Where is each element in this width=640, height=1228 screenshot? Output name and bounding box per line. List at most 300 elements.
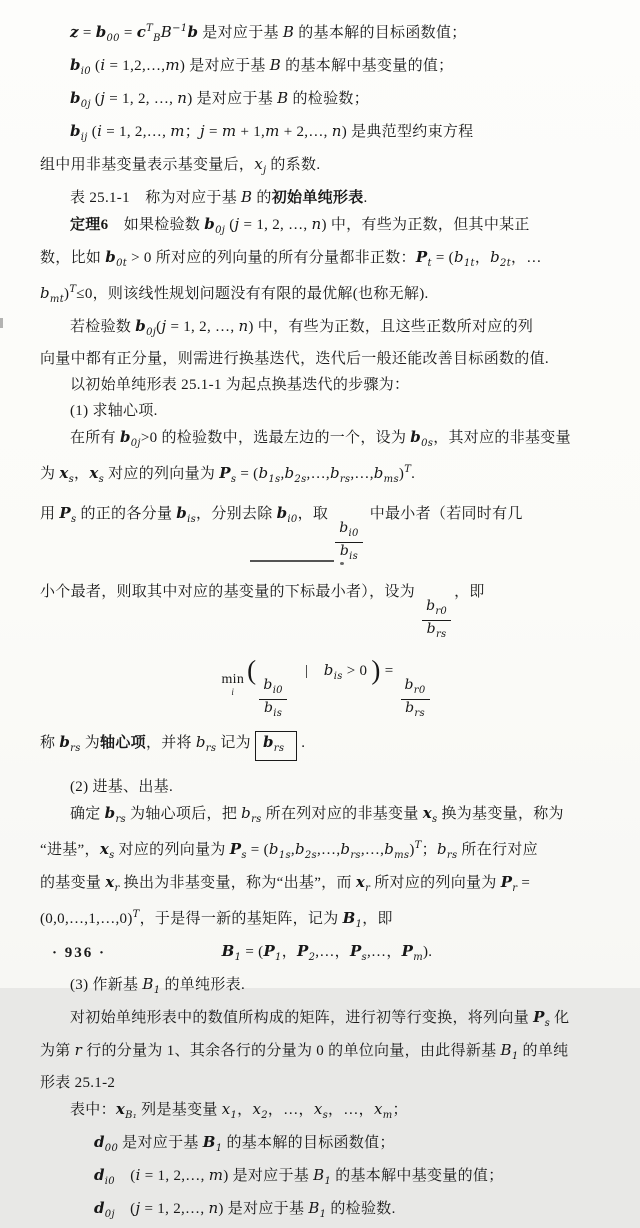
text-line bbox=[40, 902, 614, 938]
text-run: b bbox=[294, 840, 305, 858]
text-run: 为 bbox=[80, 735, 101, 751]
page-number: · 936 · bbox=[52, 945, 107, 961]
text-line bbox=[40, 372, 614, 398]
text-run: r0 bbox=[435, 606, 448, 617]
text-run: s bbox=[361, 952, 367, 963]
text-run: b bbox=[453, 248, 464, 266]
text-run: . bbox=[363, 190, 368, 206]
text-run: B bbox=[500, 1041, 512, 1059]
text-run: 的检验数； bbox=[288, 91, 370, 107]
text-run: B bbox=[277, 89, 289, 107]
text-run: 列是基变量 bbox=[137, 1102, 222, 1118]
text-run: j bbox=[100, 89, 106, 107]
text-run: b bbox=[268, 840, 279, 858]
text-run: 0j bbox=[80, 99, 91, 110]
text-run: 小个最者，则取其中对应的基变量的下标最小者），设为 bbox=[40, 584, 420, 600]
text-run: 行的分量为 1、其余各行的分量为 0 的单位向量，由此得新基 bbox=[82, 1043, 501, 1059]
text-run: ，于是得一新的基矩阵，记为 bbox=[139, 911, 343, 927]
text-run: >0 的检验数中，选最左边的一个，设为 bbox=[140, 430, 411, 446]
text-run: “进基”， bbox=[40, 842, 100, 858]
text-run: = 1, 2,…, bbox=[140, 1201, 209, 1217]
text-run: = ( bbox=[431, 250, 454, 266]
text-run: . bbox=[411, 466, 416, 482]
text-run: = ( bbox=[241, 944, 264, 960]
text-line bbox=[40, 424, 614, 457]
text-run: 向量中都有正分量，则需进行换基迭代，迭代后一般还能改善目标函数的值. bbox=[40, 351, 549, 367]
text-run: b bbox=[263, 677, 273, 693]
text-line bbox=[40, 346, 614, 372]
text-run: B bbox=[269, 56, 282, 74]
text-run: b bbox=[264, 700, 274, 716]
text-line bbox=[40, 729, 614, 762]
text-line bbox=[40, 184, 614, 211]
text-run: m bbox=[221, 122, 237, 140]
text-run: rs bbox=[115, 814, 126, 825]
text-run: 1t bbox=[463, 258, 475, 269]
text-run: 的正的各分量 bbox=[76, 506, 177, 522]
text-run: m bbox=[382, 1110, 393, 1121]
text-run: b bbox=[40, 284, 50, 302]
text-run: ) 中，有些为正数，且这些正数所对应的列 bbox=[248, 319, 534, 335]
text-run: d bbox=[94, 1166, 105, 1184]
text-run: 用 bbox=[40, 506, 60, 522]
text-run: b bbox=[404, 677, 414, 693]
text-run: 2s bbox=[294, 474, 307, 485]
text-run: x bbox=[355, 873, 366, 891]
text-run: ) 是对应于基 bbox=[179, 58, 270, 74]
text-run: 0j bbox=[146, 327, 157, 338]
scan-artifact-edge-mark bbox=[0, 318, 3, 328]
text-run: 对初始单纯形表中的数值所构成的矩阵，进行初等行变换，将列向量 bbox=[70, 1010, 534, 1026]
text-run: 的单纯 bbox=[518, 1043, 569, 1059]
text-run: n bbox=[208, 1199, 219, 1217]
text-run: rs bbox=[273, 743, 285, 754]
text-run: i bbox=[135, 1166, 141, 1184]
text-run: b bbox=[176, 504, 188, 522]
text-run: rs bbox=[70, 743, 81, 754]
text-run: ，… bbox=[511, 250, 542, 266]
text-run: = ( bbox=[246, 842, 269, 858]
text-run: ≤0，则该线性规划问题没有有限的最优解(也称无解). bbox=[76, 286, 429, 302]
text-run: B bbox=[202, 1133, 216, 1151]
text-run: > 0 所对应的列向量的所有分量都非正数： bbox=[127, 250, 416, 266]
text-run: b bbox=[204, 215, 216, 233]
text-run: c bbox=[136, 23, 147, 41]
text-run: ，取 bbox=[297, 506, 333, 522]
text-run: is bbox=[187, 514, 197, 525]
text-run: | bbox=[305, 663, 309, 679]
text-run: ,…， bbox=[366, 944, 402, 960]
text-run: r0 bbox=[413, 685, 426, 696]
text-run: 初始单纯形表 bbox=[271, 190, 364, 206]
text-run: P bbox=[297, 942, 309, 960]
text-run: = 1, 2, …, bbox=[166, 319, 239, 335]
text-run: ) 中，有些为正数，但其中某正 bbox=[321, 217, 530, 233]
text-run: i0 bbox=[272, 685, 283, 696]
text-line bbox=[40, 800, 614, 833]
text-run: B bbox=[308, 1199, 320, 1217]
text-run: ,…, bbox=[306, 466, 330, 482]
text-run: s bbox=[109, 850, 115, 861]
text-run: 的系数. bbox=[266, 157, 321, 173]
scan-artifact-underline bbox=[250, 560, 334, 562]
text-run: b bbox=[410, 428, 422, 446]
text-run: B bbox=[142, 975, 154, 993]
text-run: b bbox=[241, 804, 252, 822]
text-run: T bbox=[69, 284, 77, 295]
text-run: b bbox=[339, 543, 350, 559]
text-run: ； bbox=[392, 1102, 408, 1118]
text-run: ，分别去除 bbox=[196, 506, 277, 522]
text-run: b bbox=[426, 598, 436, 614]
text-run: ( bbox=[114, 1201, 136, 1217]
text-run: n bbox=[238, 317, 249, 335]
text-line bbox=[40, 572, 614, 650]
text-run: ,…, bbox=[360, 842, 385, 858]
text-run: ) bbox=[398, 466, 405, 482]
text-run: ms bbox=[383, 474, 399, 485]
text-line bbox=[40, 52, 614, 85]
text-run: x bbox=[221, 1100, 231, 1118]
text-run: 0j bbox=[104, 1209, 115, 1220]
text-run: ,…， bbox=[315, 944, 350, 960]
boxed-pivot-term bbox=[255, 731, 297, 761]
scan-artifact-dot bbox=[340, 562, 344, 565]
text-run: x bbox=[59, 464, 69, 482]
text-run: t bbox=[427, 258, 432, 269]
text-run: b bbox=[70, 122, 81, 140]
text-run: 1 bbox=[275, 952, 282, 963]
text-run: 1 bbox=[319, 1209, 327, 1220]
text-run: 所在列对应的非基变量 bbox=[261, 806, 423, 822]
text-run: m bbox=[413, 952, 424, 963]
text-run: 的基本解中基变量的值； bbox=[281, 58, 454, 74]
text-run: (0,0,…,1,…,0) bbox=[40, 911, 133, 927]
text-run: b bbox=[195, 733, 206, 751]
text-run: −1 bbox=[172, 23, 188, 34]
min-operator: min i bbox=[221, 672, 245, 697]
text-run: is bbox=[273, 708, 283, 719]
text-run: ) 是对应于基 bbox=[187, 91, 278, 107]
formula-line bbox=[40, 650, 614, 729]
text-run: ) bbox=[371, 655, 381, 685]
text-line bbox=[40, 244, 614, 277]
text-line bbox=[40, 151, 614, 184]
text-line bbox=[40, 211, 614, 244]
formula-line bbox=[40, 938, 614, 971]
text-run: x bbox=[115, 1100, 126, 1118]
text-run: 1 bbox=[153, 985, 161, 996]
text-run: j bbox=[135, 1199, 141, 1217]
text-line bbox=[40, 1096, 614, 1129]
text-run: b bbox=[405, 700, 415, 716]
text-run: j bbox=[161, 317, 167, 335]
text-run: 1s bbox=[268, 474, 281, 485]
text-line bbox=[40, 1070, 614, 1096]
text-run: m bbox=[165, 56, 180, 74]
text-run: P bbox=[263, 942, 276, 960]
text-run: = 1, 2,…, bbox=[140, 1168, 209, 1184]
text-run: = 1, 2, …, bbox=[105, 91, 178, 107]
text-run: x bbox=[252, 1100, 262, 1118]
text-run: b bbox=[436, 840, 447, 858]
text-run: 称 bbox=[40, 735, 60, 751]
text-run: ,…, bbox=[350, 466, 374, 482]
text-run: b bbox=[258, 464, 269, 482]
text-run: i0 bbox=[80, 66, 91, 77]
text-run: rs bbox=[414, 708, 425, 719]
text-run: 2 bbox=[261, 1110, 268, 1121]
text-run: B bbox=[282, 23, 295, 41]
text-run: 2t bbox=[500, 258, 512, 269]
text-run: ， bbox=[74, 466, 90, 482]
text-run: ) bbox=[64, 286, 70, 302]
text-run: r bbox=[512, 883, 518, 894]
text-run: b bbox=[276, 504, 288, 522]
text-run: ) 是对应于基 bbox=[218, 1201, 309, 1217]
text-run: rs bbox=[446, 850, 458, 861]
text-run: ) bbox=[409, 842, 415, 858]
text-run: 为第 bbox=[40, 1043, 75, 1059]
text-run: mt bbox=[49, 294, 65, 305]
text-run: b bbox=[187, 23, 199, 41]
text-run: b bbox=[339, 520, 349, 536]
text-run: 的 bbox=[252, 190, 272, 206]
text-run: 表中： bbox=[70, 1102, 116, 1118]
text-run: 轴心项 bbox=[100, 735, 146, 751]
text-run: j bbox=[200, 122, 205, 140]
text-run: 1 bbox=[511, 1051, 519, 1062]
fraction bbox=[401, 677, 430, 722]
text-run: rs bbox=[251, 814, 262, 825]
text-run: T bbox=[132, 909, 140, 920]
text-run: + 1, bbox=[236, 124, 266, 140]
text-run: b bbox=[119, 428, 131, 446]
text-run: r bbox=[365, 883, 371, 894]
text-run: rs bbox=[435, 629, 447, 640]
text-run: B bbox=[313, 1166, 325, 1184]
text-run: r bbox=[114, 883, 120, 894]
text-run: = 1,2,…, bbox=[105, 58, 166, 74]
text-run: 在所有 bbox=[70, 430, 120, 446]
text-run: z bbox=[70, 23, 79, 41]
text-line bbox=[40, 277, 614, 313]
text-run: 为 bbox=[40, 466, 60, 482]
text-run: 记为 bbox=[216, 735, 251, 751]
text-run: ，其对应的非基变量 bbox=[433, 430, 571, 446]
text-run: d bbox=[94, 1133, 105, 1151]
text-run: b bbox=[70, 56, 81, 74]
text-run: ) 是对应于基 bbox=[223, 1168, 314, 1184]
text-line bbox=[40, 1162, 614, 1195]
text-run: b bbox=[323, 661, 334, 679]
text-run: 00 bbox=[106, 33, 120, 44]
text-run: = bbox=[78, 25, 96, 41]
text-run: 0j bbox=[130, 438, 141, 449]
text-run: 是对应于基 bbox=[118, 1135, 203, 1151]
text-run: j bbox=[234, 215, 240, 233]
text-line bbox=[40, 1037, 614, 1070]
text-run: 数，比如 bbox=[40, 250, 106, 266]
text-line bbox=[40, 869, 614, 902]
text-run: ，…， bbox=[328, 1102, 374, 1118]
text-run: x bbox=[105, 873, 115, 891]
text-run: i0 bbox=[348, 528, 359, 539]
text-run bbox=[290, 663, 305, 679]
text-run: ). bbox=[423, 944, 433, 960]
text-run: ) 是典范型约束方程 bbox=[341, 124, 474, 140]
text-run: 0t bbox=[116, 258, 128, 269]
text-run: 1 bbox=[324, 1176, 332, 1187]
text-run: 1 bbox=[355, 919, 363, 930]
text-run: rs bbox=[339, 474, 351, 485]
text-run: 1 bbox=[230, 1110, 238, 1121]
text-run: 中最小者（若同时有几 bbox=[365, 506, 523, 522]
text-run: 的检验数. bbox=[326, 1201, 396, 1217]
text-run: P bbox=[349, 942, 362, 960]
text-run: s bbox=[70, 514, 77, 525]
text-run: 定理6 bbox=[70, 217, 109, 233]
text-run: 1s bbox=[278, 850, 291, 861]
text-run: 表 25.1-1 称为对应于基 bbox=[70, 190, 242, 206]
text-run: s bbox=[544, 1018, 551, 1029]
text-run: rs bbox=[350, 850, 361, 861]
text-line bbox=[40, 1129, 614, 1162]
text-run: 对应的列向量为 bbox=[104, 466, 220, 482]
text-run: b bbox=[384, 840, 395, 858]
text-run: = ( bbox=[236, 466, 259, 482]
text-run: P bbox=[415, 248, 428, 266]
text-run: b bbox=[59, 733, 71, 751]
text-line bbox=[40, 16, 614, 52]
text-run: T bbox=[404, 464, 412, 475]
text-run: i0 bbox=[287, 514, 298, 525]
text-run: B bbox=[153, 33, 161, 44]
text-run: j bbox=[262, 165, 267, 176]
text-run: 若检验数 bbox=[70, 319, 136, 335]
text-run: (3) 作新基 bbox=[70, 977, 143, 993]
text-run: B₁ bbox=[125, 1110, 138, 1121]
text-line bbox=[40, 85, 614, 118]
text-run: 组中用非基变量表示基变量后， bbox=[40, 157, 255, 173]
text-run: is bbox=[349, 551, 359, 562]
text-run: ， bbox=[281, 944, 298, 960]
text-run: ( bbox=[90, 58, 101, 74]
text-run: B bbox=[160, 23, 173, 41]
text-run: x bbox=[89, 464, 99, 482]
text-run: ，即 bbox=[362, 911, 393, 927]
text-run: s bbox=[230, 474, 237, 485]
text-run: b bbox=[284, 464, 295, 482]
text-run: B bbox=[221, 942, 235, 960]
text-run: b bbox=[105, 248, 117, 266]
text-run: = bbox=[517, 875, 531, 891]
text-line bbox=[40, 971, 614, 1004]
text-run: m bbox=[265, 122, 280, 140]
text-run: . bbox=[301, 735, 306, 751]
text-run: = bbox=[119, 25, 137, 41]
text-run: ， bbox=[237, 1102, 253, 1118]
text-run: i bbox=[100, 56, 106, 74]
text-run: 以初始单纯形表 25.1-1 为起点换基迭代的步骤为： bbox=[70, 377, 410, 393]
text-run: b bbox=[135, 317, 147, 335]
text-run: x bbox=[313, 1100, 323, 1118]
text-run: ，即 bbox=[454, 584, 485, 600]
text-run: ms bbox=[394, 850, 410, 861]
text-run: i bbox=[97, 122, 103, 140]
text-run: 所对应的列向量为 bbox=[370, 875, 501, 891]
text-run: P bbox=[500, 873, 513, 891]
text-run: 换为基变量，称为 bbox=[437, 806, 564, 822]
text-run: is bbox=[333, 671, 343, 682]
text-run: (2) 进基、出基. bbox=[70, 779, 173, 795]
text-line bbox=[40, 1004, 614, 1037]
fraction bbox=[259, 677, 286, 722]
text-run: x bbox=[422, 804, 432, 822]
text-run: > 0 bbox=[342, 663, 372, 679]
text-run: d bbox=[94, 1199, 105, 1217]
text-run: 是对应于基 bbox=[198, 25, 283, 41]
text-run: ( bbox=[87, 124, 98, 140]
text-run: ； bbox=[184, 124, 201, 140]
text-line bbox=[40, 1195, 614, 1228]
text-run: 化 bbox=[550, 1010, 570, 1026]
fraction bbox=[422, 598, 451, 643]
text-line bbox=[40, 833, 614, 869]
text-run: 形表 25.1-2 bbox=[40, 1075, 116, 1091]
text-line bbox=[40, 398, 614, 424]
text-run: = bbox=[380, 663, 398, 679]
text-run: T bbox=[414, 840, 422, 851]
text-run: m bbox=[208, 1166, 224, 1184]
text-run: ( bbox=[114, 1168, 136, 1184]
text-run: P bbox=[401, 942, 414, 960]
text-run: b bbox=[95, 23, 107, 41]
text-run: b bbox=[373, 464, 384, 482]
text-run: s bbox=[241, 850, 247, 861]
text-run: 如果检验数 bbox=[108, 217, 205, 233]
text-run: = 1, 2, …, bbox=[239, 217, 312, 233]
text-run: 换出为非基变量，称为“出基”，而 bbox=[119, 875, 356, 891]
text-run: + 2,…, bbox=[279, 124, 332, 140]
text-run: , bbox=[290, 842, 295, 858]
text-run: ， bbox=[474, 250, 491, 266]
text-run: (1) 求轴心项. bbox=[70, 403, 158, 419]
text-run: n bbox=[177, 89, 188, 107]
text-run: n bbox=[311, 215, 322, 233]
text-run: ij bbox=[80, 132, 88, 143]
text-run: = 1, 2,…, bbox=[102, 124, 171, 140]
text-run: s bbox=[98, 474, 105, 485]
text-run: 的单纯形表. bbox=[160, 977, 245, 993]
text-run: ，并将 bbox=[145, 735, 196, 751]
text-run: b bbox=[329, 464, 340, 482]
text-run: ( bbox=[225, 217, 235, 233]
text-run: B bbox=[241, 188, 253, 206]
text-run: ,…, bbox=[317, 842, 341, 858]
text-run: 0j bbox=[215, 225, 226, 236]
text-run: 的基本解的目标函数值； bbox=[222, 1135, 395, 1151]
text-run: 确定 bbox=[70, 806, 105, 822]
text-run: s bbox=[68, 474, 75, 485]
text-run: 为轴心项后，把 bbox=[125, 806, 242, 822]
text-run: B bbox=[342, 909, 356, 927]
text-run: 1 bbox=[234, 952, 242, 963]
text-run: , bbox=[280, 466, 285, 482]
text-run: x bbox=[99, 840, 110, 858]
text-run: = bbox=[204, 124, 222, 140]
text-run: x bbox=[373, 1100, 383, 1118]
